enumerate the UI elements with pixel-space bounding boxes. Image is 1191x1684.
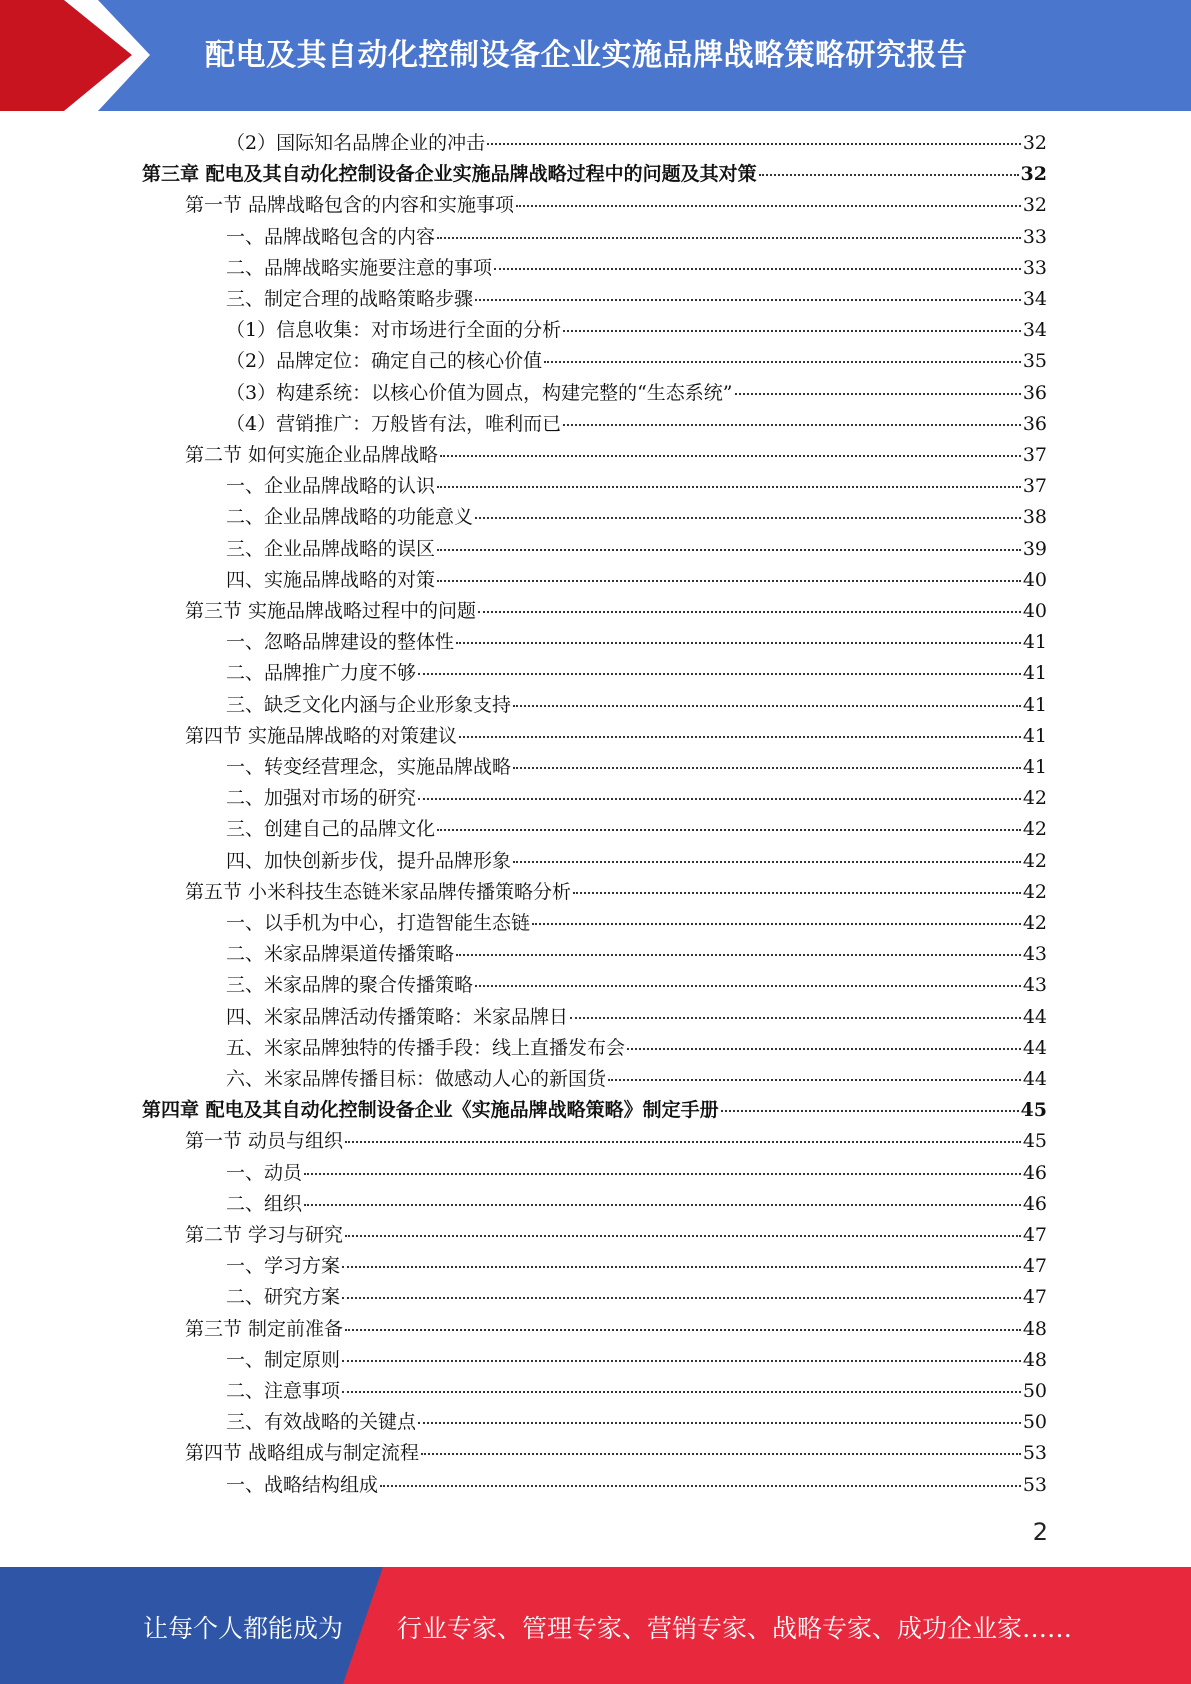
toc-entry-page: 38 bbox=[1022, 506, 1047, 529]
toc-entry-page: 42 bbox=[1022, 880, 1047, 903]
toc-entry[interactable] bbox=[142, 1095, 1047, 1126]
toc-dot-leader bbox=[475, 299, 1021, 301]
toc-entry[interactable] bbox=[226, 471, 1047, 502]
toc-entry[interactable] bbox=[226, 814, 1047, 845]
toc-entry-page: 32 bbox=[1022, 132, 1047, 154]
toc-entry[interactable] bbox=[226, 128, 1047, 159]
toc-entry-label: 第四章 配电及其自动化控制设备企业《实施品牌战略策略》制定手册 bbox=[142, 1099, 719, 1122]
toc-dot-leader bbox=[437, 237, 1021, 239]
toc-entry[interactable] bbox=[226, 1376, 1047, 1407]
toc-entry-page: 33 bbox=[1022, 256, 1047, 279]
toc-entry[interactable] bbox=[226, 378, 1047, 409]
toc-entry-label: 二、米家品牌渠道传播策略 bbox=[226, 943, 455, 966]
toc-entry-page: 40 bbox=[1022, 568, 1047, 591]
toc-dot-leader bbox=[608, 1079, 1021, 1081]
toc-entry-page: 40 bbox=[1022, 600, 1047, 622]
toc-dot-leader bbox=[516, 205, 1021, 207]
toc-dot-leader bbox=[494, 268, 1021, 270]
toc-entry-label: （1）信息收集：对市场进行全面的分析 bbox=[226, 319, 562, 342]
toc-entry[interactable] bbox=[185, 596, 1047, 627]
toc-entry-label: 一、转变经营理念，实施品牌战略 bbox=[226, 756, 512, 778]
toc-dot-leader bbox=[513, 861, 1021, 863]
toc-dot-leader bbox=[418, 1422, 1021, 1424]
toc-dot-leader bbox=[478, 611, 1021, 613]
toc-dot-leader bbox=[487, 143, 1021, 145]
toc-entry[interactable] bbox=[142, 159, 1047, 190]
toc-entry-page: 47 bbox=[1022, 1224, 1047, 1246]
toc-entry-page: 53 bbox=[1022, 1473, 1047, 1496]
toc-entry[interactable] bbox=[185, 1126, 1047, 1157]
toc-entry-label: （2）品牌定位：确定自己的核心价值 bbox=[226, 350, 543, 373]
toc-dot-leader bbox=[721, 1110, 1019, 1112]
toc-entry[interactable] bbox=[226, 783, 1047, 814]
toc-entry-label: 第三章 配电及其自动化控制设备企业实施品牌战略过程中的问题及其对策 bbox=[142, 163, 757, 186]
toc-entry-label: 二、研究方案 bbox=[226, 1286, 341, 1309]
toc-entry-label: 四、加快创新步伐，提升品牌形象 bbox=[226, 849, 512, 872]
toc-entry-page: 50 bbox=[1022, 1380, 1047, 1402]
toc-entry-page: 41 bbox=[1022, 724, 1047, 747]
toc-entry-page: 41 bbox=[1022, 756, 1047, 778]
toc-entry[interactable] bbox=[226, 346, 1047, 377]
toc-entry-label: 二、企业品牌战略的功能意义 bbox=[226, 506, 474, 529]
toc-entry[interactable] bbox=[226, 315, 1047, 346]
toc-dot-leader bbox=[342, 1266, 1021, 1268]
toc-dot-leader bbox=[532, 923, 1021, 925]
toc-entry-label: 一、企业品牌战略的认识 bbox=[226, 475, 436, 498]
toc-dot-leader bbox=[345, 1141, 1021, 1143]
toc-entry-page: 45 bbox=[1020, 1099, 1047, 1122]
footer-slogan-left: 让每个人都能成为 bbox=[143, 1614, 344, 1643]
toc-entry-page: 43 bbox=[1022, 974, 1047, 997]
toc-dot-leader bbox=[563, 330, 1021, 332]
toc-dot-leader bbox=[573, 892, 1021, 894]
toc-entry-label: 一、品牌战略包含的内容 bbox=[226, 225, 436, 248]
toc-dot-leader bbox=[342, 1297, 1021, 1299]
toc-dot-leader bbox=[437, 829, 1021, 831]
toc-entry[interactable] bbox=[185, 1220, 1047, 1251]
toc-entry-page: 45 bbox=[1022, 1130, 1047, 1153]
toc-entry-label: 三、企业品牌战略的误区 bbox=[226, 537, 436, 560]
toc-dot-leader bbox=[627, 1048, 1021, 1050]
toc-entry-page: 47 bbox=[1022, 1255, 1047, 1278]
toc-entry[interactable] bbox=[185, 1438, 1047, 1469]
toc-dot-leader bbox=[440, 455, 1021, 457]
toc-dot-leader bbox=[437, 580, 1021, 582]
toc-entry-page: 34 bbox=[1022, 288, 1047, 310]
toc-entry-label: 二、注意事项 bbox=[226, 1380, 341, 1402]
toc-dot-leader bbox=[380, 1485, 1021, 1487]
toc-entry-page: 44 bbox=[1022, 1068, 1047, 1090]
toc-entry-page: 53 bbox=[1022, 1442, 1047, 1465]
toc-entry-label: 六、米家品牌传播目标：做感动人心的新国货 bbox=[226, 1068, 607, 1090]
toc-entry[interactable] bbox=[226, 284, 1047, 315]
toc-entry-page: 48 bbox=[1022, 1317, 1047, 1340]
toc-entry-label: 第四节 实施品牌战略的对策建议 bbox=[185, 724, 458, 747]
toc-entry-label: 第三节 实施品牌战略过程中的问题 bbox=[185, 600, 477, 622]
toc-entry-label: （2）国际知名品牌企业的冲击 bbox=[226, 132, 486, 154]
toc-entry-label: 四、实施品牌战略的对策 bbox=[226, 568, 436, 591]
toc-entry[interactable] bbox=[226, 1158, 1047, 1189]
toc-entry[interactable] bbox=[226, 690, 1047, 721]
toc-entry[interactable] bbox=[226, 1002, 1047, 1033]
toc-entry-label: 三、缺乏文化内涵与企业形象支持 bbox=[226, 693, 512, 716]
toc-entry-page: 41 bbox=[1022, 693, 1047, 716]
toc-entry-label: 第三节 制定前准备 bbox=[185, 1317, 344, 1340]
toc-dot-leader bbox=[304, 1173, 1021, 1175]
toc-entry-page: 43 bbox=[1022, 943, 1047, 966]
report-title: 配电及其自动化控制设备企业实施品牌战略策略研究报告 bbox=[205, 38, 968, 73]
toc-entry[interactable] bbox=[226, 502, 1047, 533]
toc-entry-label: 二、品牌推广力度不够 bbox=[226, 662, 417, 685]
toc-entry-page: 41 bbox=[1022, 662, 1047, 685]
toc-entry-label: 第一节 品牌战略包含的内容和实施事项 bbox=[185, 194, 515, 217]
toc-dot-leader bbox=[513, 705, 1021, 707]
toc-entry-page: 41 bbox=[1022, 631, 1047, 654]
toc-entry-page: 33 bbox=[1022, 225, 1047, 248]
toc-entry[interactable] bbox=[226, 1189, 1047, 1220]
toc-entry[interactable] bbox=[185, 721, 1047, 752]
toc-entry[interactable] bbox=[226, 565, 1047, 596]
toc-entry[interactable] bbox=[226, 253, 1047, 284]
toc-entry-label: 二、加强对市场的研究 bbox=[226, 787, 417, 810]
toc-entry-label: 三、有效战略的关键点 bbox=[226, 1411, 417, 1434]
toc-entry-page: 46 bbox=[1022, 1161, 1047, 1184]
toc-entry-label: 第四节 战略组成与制定流程 bbox=[185, 1442, 420, 1465]
toc-dot-leader bbox=[456, 954, 1021, 956]
toc-dot-leader bbox=[342, 1391, 1021, 1393]
toc-entry[interactable] bbox=[226, 534, 1047, 565]
toc-entry-page: 44 bbox=[1022, 1036, 1047, 1059]
toc-entry[interactable] bbox=[185, 440, 1047, 471]
toc-entry-label: 第二节 如何实施企业品牌战略 bbox=[185, 444, 439, 466]
toc-dot-leader bbox=[475, 985, 1021, 987]
toc-entry-label: 一、战略结构组成 bbox=[226, 1473, 379, 1496]
toc-dot-leader bbox=[342, 1360, 1021, 1362]
toc-entry[interactable] bbox=[226, 1064, 1047, 1095]
toc-entry-label: 三、米家品牌的聚合传播策略 bbox=[226, 974, 474, 997]
toc-entry-label: 五、米家品牌独特的传播手段：线上直播发布会 bbox=[226, 1036, 626, 1059]
toc-entry-label: 二、组织 bbox=[226, 1192, 303, 1215]
toc-entry-label: 三、制定合理的战略策略步骤 bbox=[226, 288, 474, 310]
toc-entry-label: 一、制定原则 bbox=[226, 1348, 341, 1371]
toc-entry-label: 一、忽略品牌建设的整体性 bbox=[226, 631, 455, 654]
toc-dot-leader bbox=[544, 361, 1021, 363]
toc-entry[interactable] bbox=[226, 1251, 1047, 1282]
toc-entry-page: 44 bbox=[1022, 1005, 1047, 1028]
toc-dot-leader bbox=[456, 642, 1021, 644]
toc-entry-page: 48 bbox=[1022, 1348, 1047, 1371]
toc-entry-label: 一、以手机为中心，打造智能生态链 bbox=[226, 912, 531, 934]
toc-entry-label: （3）构建系统：以核心价值为圆点，构建完整的“生态系统” bbox=[226, 381, 733, 404]
toc-entry[interactable] bbox=[226, 658, 1047, 689]
toc-entry-page: 32 bbox=[1020, 163, 1047, 186]
toc-entry[interactable] bbox=[226, 1345, 1047, 1376]
toc-entry-label: 第二节 学习与研究 bbox=[185, 1224, 344, 1246]
toc-entry-label: 三、创建自己的品牌文化 bbox=[226, 818, 436, 841]
toc-entry-page: 37 bbox=[1022, 475, 1047, 498]
toc-entry-page: 36 bbox=[1022, 412, 1047, 435]
toc-entry-label: 第五节 小米科技生态链米家品牌传播策略分析 bbox=[185, 880, 572, 903]
toc-dot-leader bbox=[345, 1235, 1021, 1237]
toc-entry-page: 32 bbox=[1022, 194, 1047, 217]
toc-entry[interactable] bbox=[226, 1282, 1047, 1313]
toc-entry[interactable] bbox=[185, 1314, 1047, 1345]
toc-entry-page: 50 bbox=[1022, 1411, 1047, 1434]
toc-dot-leader bbox=[459, 736, 1021, 738]
toc-entry[interactable] bbox=[226, 409, 1047, 440]
page-number: 2 bbox=[1032, 1518, 1048, 1546]
toc-dot-leader bbox=[759, 174, 1019, 176]
page-footer bbox=[0, 1567, 1191, 1684]
toc-dot-leader bbox=[418, 673, 1021, 675]
toc-entry-page: 42 bbox=[1022, 787, 1047, 810]
toc-entry[interactable] bbox=[226, 970, 1047, 1001]
toc-dot-leader bbox=[418, 798, 1021, 800]
toc-entry[interactable] bbox=[185, 877, 1047, 908]
toc-entry-label: 二、品牌战略实施要注意的事项 bbox=[226, 256, 493, 279]
toc-entry-label: 四、米家品牌活动传播策略：米家品牌日 bbox=[226, 1005, 569, 1028]
toc-dot-leader bbox=[570, 1017, 1021, 1019]
toc-entry-page: 34 bbox=[1022, 319, 1047, 342]
toc-dot-leader bbox=[563, 424, 1021, 426]
toc-dot-leader bbox=[475, 517, 1021, 519]
footer-slogan-right: 行业专家、管理专家、营销专家、战略专家、成功企业家…… bbox=[397, 1614, 1073, 1643]
toc-dot-leader bbox=[437, 549, 1021, 551]
header-arrow-decoration bbox=[0, 0, 200, 111]
toc-dot-leader bbox=[345, 1329, 1021, 1331]
toc-entry-page: 46 bbox=[1022, 1192, 1047, 1215]
toc-entry-label: 一、动员 bbox=[226, 1161, 303, 1184]
toc-dot-leader bbox=[304, 1204, 1021, 1206]
toc-entry[interactable] bbox=[226, 846, 1047, 877]
toc-entry[interactable] bbox=[185, 190, 1047, 221]
toc-entry[interactable] bbox=[226, 752, 1047, 783]
toc-entry-page: 42 bbox=[1022, 912, 1047, 934]
toc-entry-page: 42 bbox=[1022, 849, 1047, 872]
toc-entry-page: 39 bbox=[1022, 537, 1047, 560]
toc-entry[interactable] bbox=[226, 908, 1047, 939]
toc-dot-leader bbox=[735, 393, 1021, 395]
toc-entry[interactable] bbox=[226, 1407, 1047, 1438]
toc-entry-label: 第一节 动员与组织 bbox=[185, 1130, 344, 1153]
toc-entry-label: 一、学习方案 bbox=[226, 1255, 341, 1278]
toc-entry-label: （4）营销推广：万般皆有法，唯利而已 bbox=[226, 412, 562, 435]
toc-dot-leader bbox=[437, 486, 1021, 488]
toc-entry[interactable] bbox=[226, 1033, 1047, 1064]
toc-entry-page: 47 bbox=[1022, 1286, 1047, 1309]
toc-entry[interactable] bbox=[226, 1470, 1047, 1501]
toc-entry[interactable] bbox=[226, 222, 1047, 253]
toc-dot-leader bbox=[513, 767, 1021, 769]
toc-dot-leader bbox=[421, 1453, 1021, 1455]
page-header bbox=[0, 0, 1191, 111]
toc-entry-page: 36 bbox=[1022, 381, 1047, 404]
toc-entry-page: 42 bbox=[1022, 818, 1047, 841]
toc-entry[interactable] bbox=[226, 939, 1047, 970]
toc-entry[interactable] bbox=[226, 627, 1047, 658]
toc-entry-page: 35 bbox=[1022, 350, 1047, 373]
toc-entry-page: 37 bbox=[1022, 444, 1047, 466]
